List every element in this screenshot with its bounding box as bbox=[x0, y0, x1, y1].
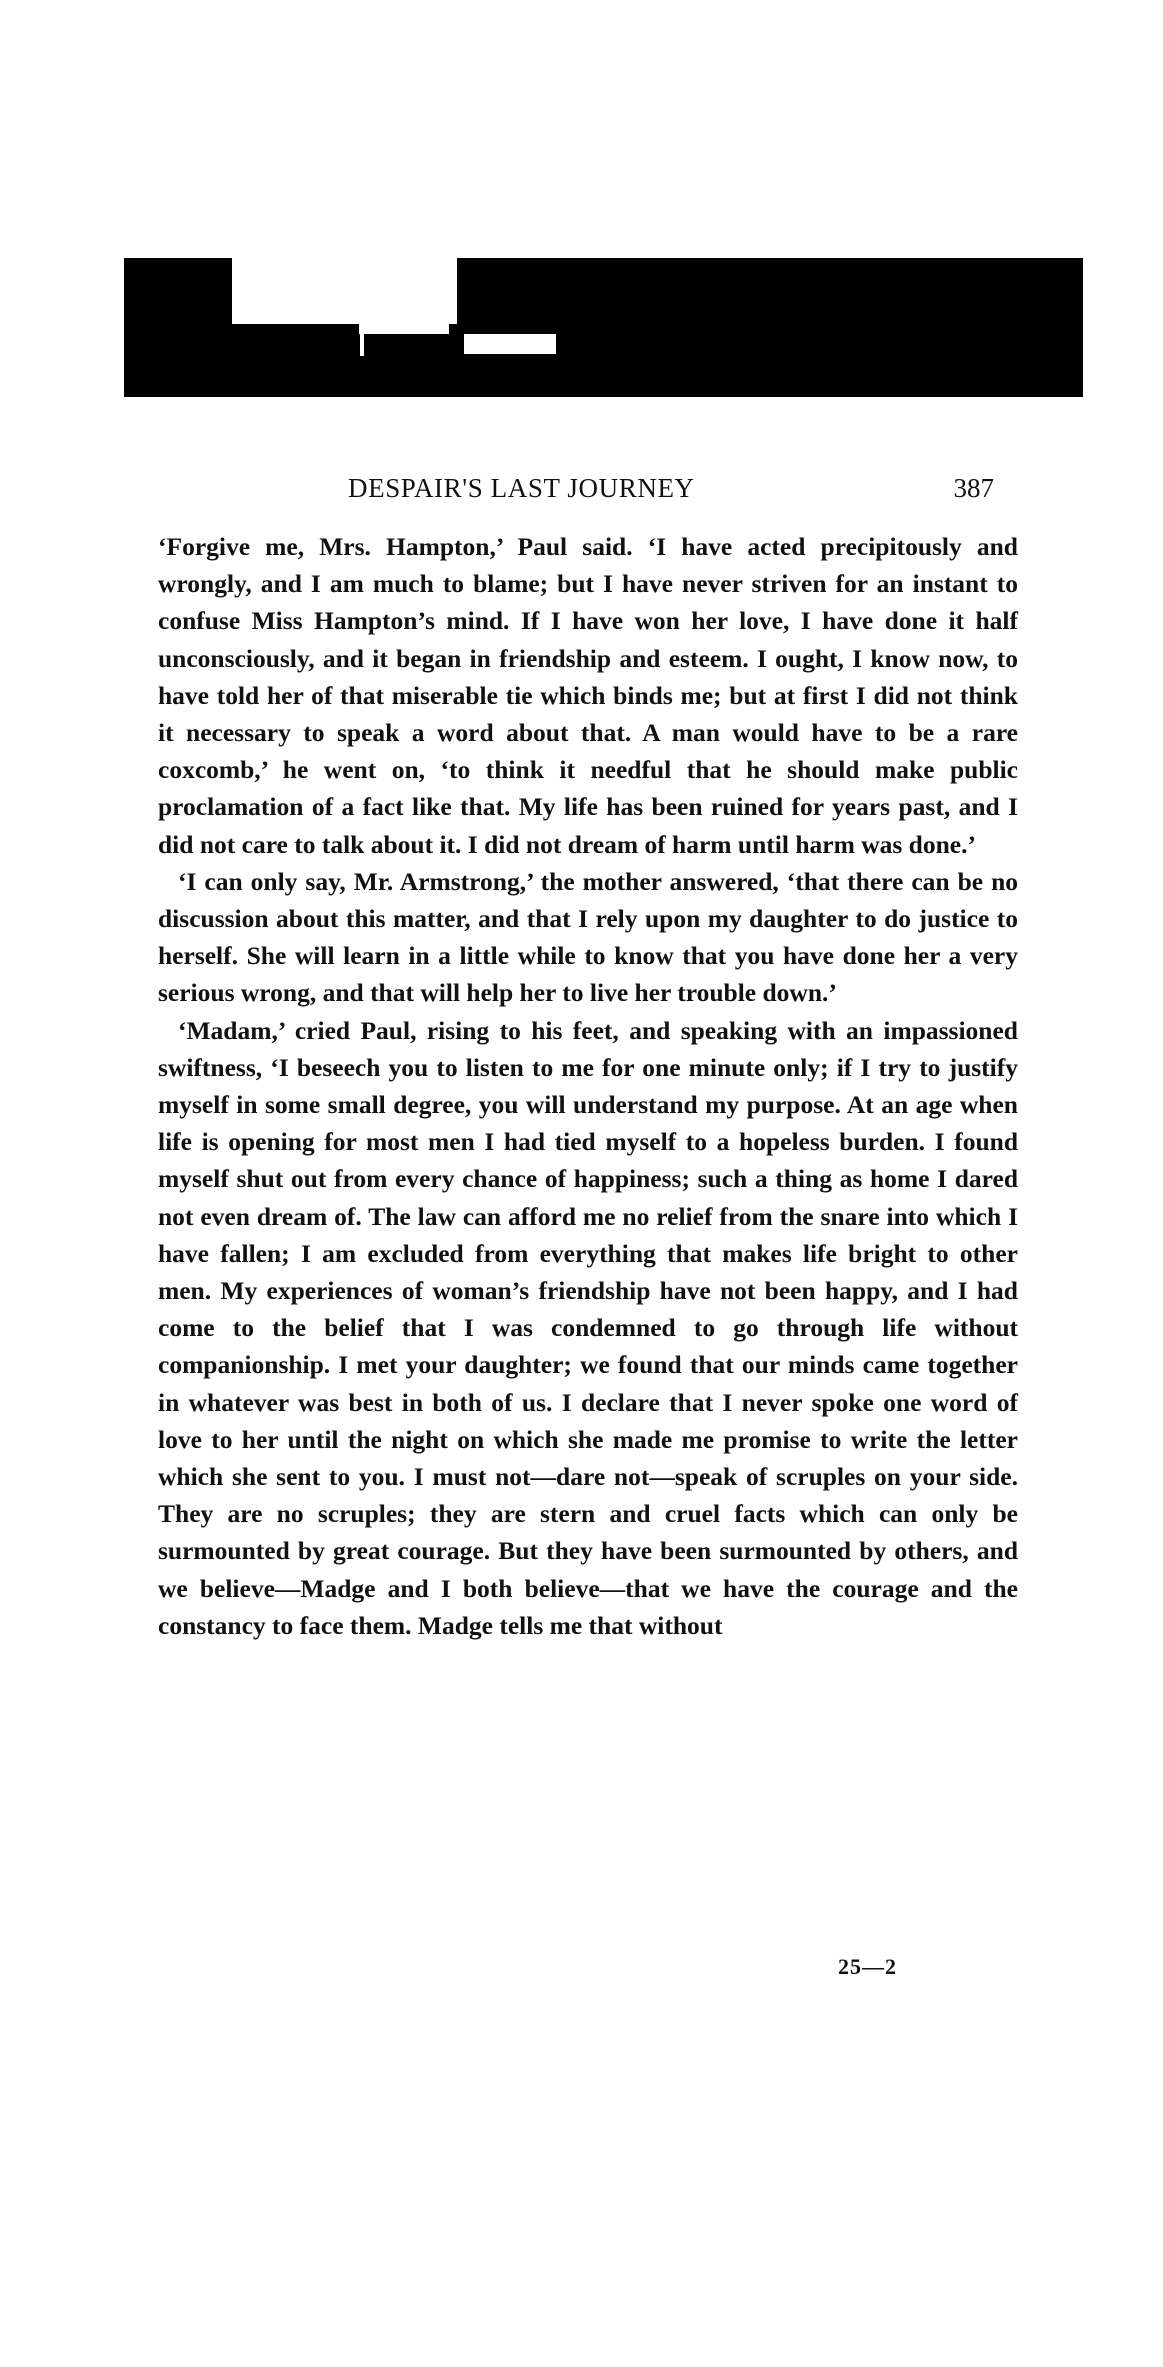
paragraph-3: ‘Madam,’ cried Paul, rising to his feet, and speaking with an impassioned swiftness, ‘I beseech you to listen to me for one minute only; if I try to justify myself in some small degree, you will understand my purpose. At an age when life is opening for most men I had tied myself to a hopeless burden. I found myself shut out from every chance of happiness; such a thing as home I dared not even dream of. The law can afford me no relief from the snare into which I have fallen; I am excluded from everything that makes life bright to other men. My experiences of woman’s friendship have not been happy, and I had come to the belief that I was condemned to go through life without companionship. I met your daughter; we found that our minds came together in whatever was best in both of us. I declare that I never spoke one word of love to her until the night on which she made me promise to write the letter which she sent to you. I must not—dare not—speak of scruples on your side. They are no scruples; they are stern and cruel facts which can only be surmounted by great courage. But they have been surmounted by others, and we believe—Madge and I both believe—that we have the courage and the constancy to face them. Madge tells me that without bbox=[158, 1015, 1018, 1640]
running-head bbox=[158, 470, 994, 506]
signature-mark: 25—2 bbox=[838, 1954, 897, 1979]
scan-artifact-tick bbox=[360, 328, 364, 356]
scan-artifact-tab bbox=[464, 334, 556, 354]
paragraph-2: ‘I can only say, Mr. Armstrong,’ the mother answered, ‘that there can be no discussion about this matter, and that I rely upon my daughter to do justice to herself. She will learn in a little while to know that you have done her a very serious wrong, and that will help her to live her trouble down.’ bbox=[158, 866, 1018, 1008]
scan-artifact-notch-lip bbox=[359, 324, 449, 334]
body-text bbox=[158, 528, 1018, 1644]
page-number: 387 bbox=[953, 473, 994, 503]
paragraph-1: ‘Forgive me, Mrs. Hampton,’ Paul said. ‘I have acted precipitously and wrongly, and I am much to blame; but I have never striven for an instant to confuse Miss Hampton’s mind. If I have won her love, I have done it half unconsciously, and it began in friendship and esteem. I ought, I know now, to have told her of that miserable tie which binds me; but at first I did not think it necessary to speak a word about that. A man would have to be a rare coxcomb,’ he went on, ‘to think it needful that he should make public proclamation of a fact like that. My life has been ruined for years past, and I did not care to talk about it. I did not dream of harm until harm was done.’ bbox=[158, 532, 1018, 859]
scan-artifact-notch bbox=[232, 258, 457, 324]
running-title: DESPAIR'S LAST JOURNEY bbox=[348, 473, 695, 503]
